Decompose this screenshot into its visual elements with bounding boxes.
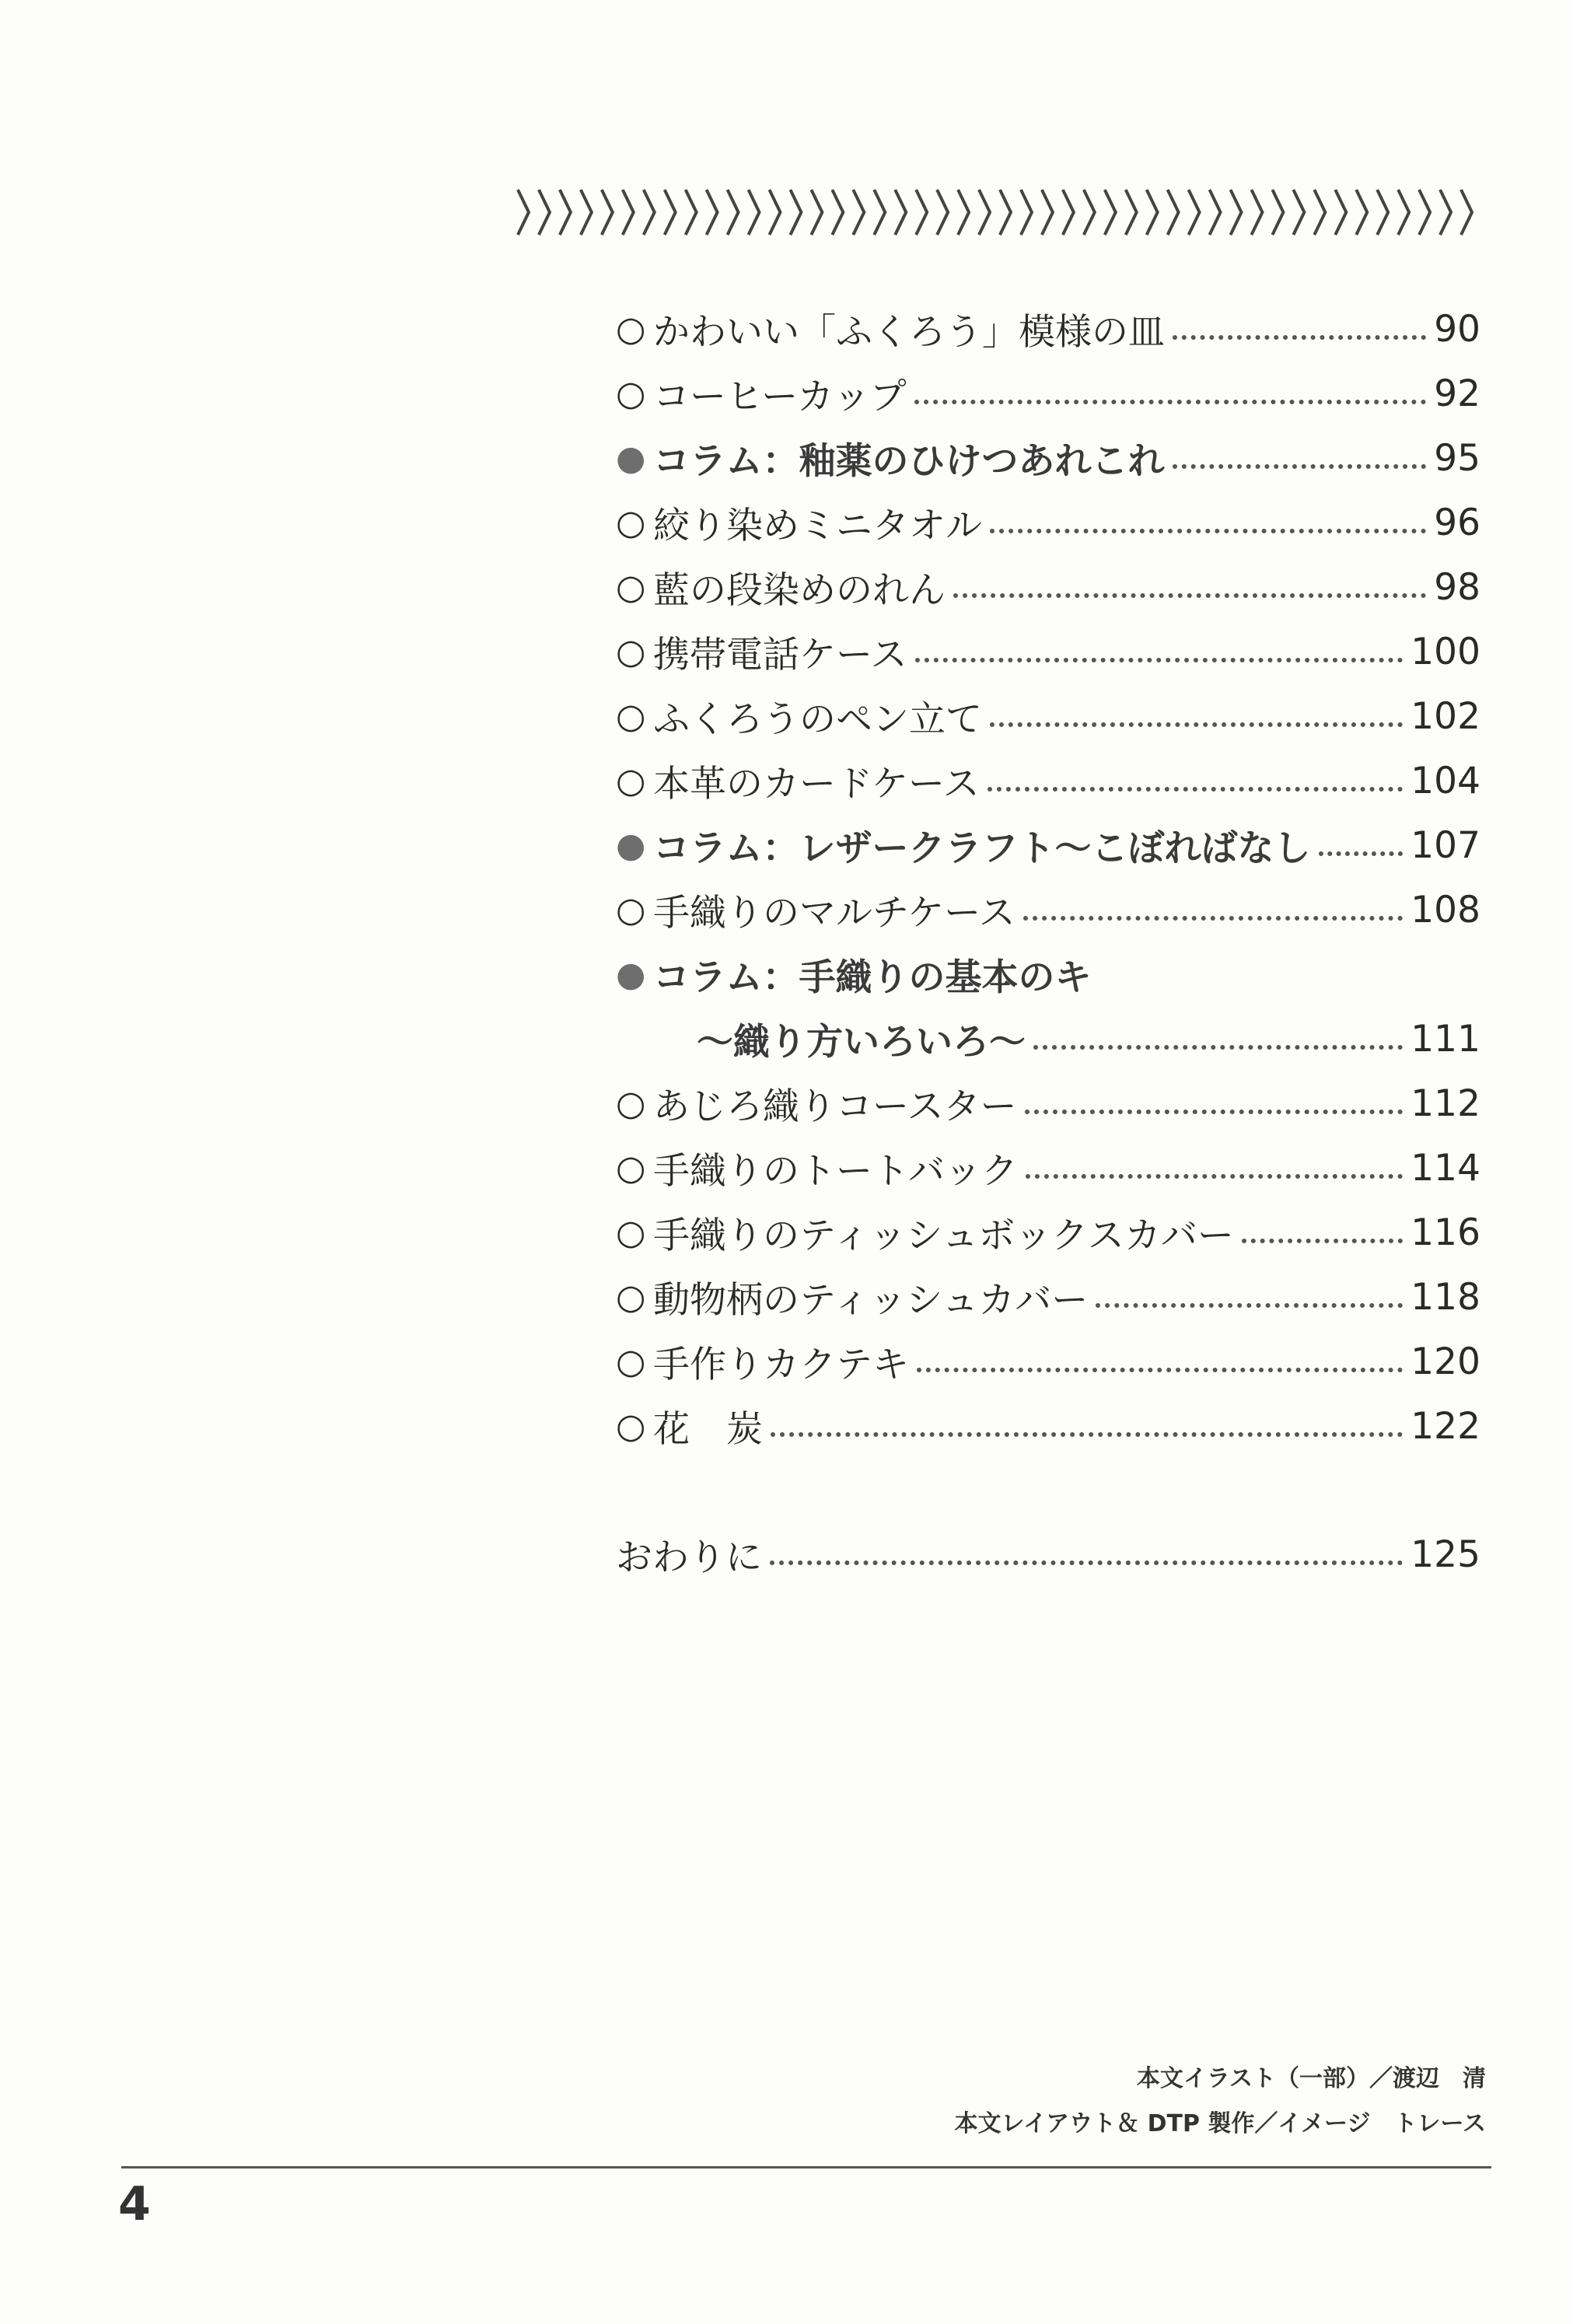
- chevron-icon: [518, 190, 529, 235]
- chevron-icon: [1272, 190, 1283, 235]
- leader-dots: [987, 787, 1403, 792]
- chevron-icon: [665, 190, 676, 235]
- toc-entry[interactable]: [616, 297, 1480, 362]
- filled-circle-icon: ●: [616, 826, 646, 865]
- circle-icon: ○: [616, 568, 646, 607]
- table-of-contents: [616, 297, 1480, 1587]
- chevron-icon: [1231, 190, 1242, 235]
- toc-entry-title: コラム：釉薬のひけつあれこれ: [653, 440, 1165, 483]
- leader-dots: [1242, 1239, 1403, 1243]
- toc-entry-page: 116: [1410, 1211, 1480, 1254]
- toc-entry[interactable]: [616, 1071, 1480, 1136]
- toc-entry[interactable]: [616, 1394, 1480, 1459]
- chevron-icon: [560, 190, 571, 235]
- leader-dots: [1033, 1045, 1403, 1050]
- leader-dots: [770, 1560, 1403, 1565]
- toc-entry[interactable]: [616, 491, 1480, 555]
- toc-entry-closing[interactable]: [616, 1522, 1480, 1587]
- circle-icon: ○: [616, 1277, 646, 1317]
- toc-entry[interactable]: [616, 362, 1480, 426]
- filled-circle-icon: ●: [616, 955, 646, 994]
- circle-icon: ○: [616, 1342, 646, 1382]
- leader-dots: [915, 658, 1403, 662]
- toc-entry-page: 108: [1410, 889, 1480, 931]
- chevron-icon: [1335, 190, 1346, 235]
- circle-icon: ○: [616, 374, 646, 414]
- toc-entry[interactable]: [616, 1136, 1480, 1200]
- chevron-icon: [1168, 190, 1179, 235]
- chevron-icon: [1105, 190, 1116, 235]
- toc-entry[interactable]: [616, 942, 1480, 1007]
- toc-entry[interactable]: [616, 1200, 1480, 1265]
- chevron-icon: [1251, 190, 1262, 235]
- circle-icon: ○: [616, 1084, 646, 1124]
- chevron-icon: [1210, 190, 1221, 235]
- chevron-icon: [1189, 190, 1200, 235]
- toc-entry[interactable]: [616, 620, 1480, 684]
- toc-entry-title: かわいい「ふくろう」模様の皿: [653, 311, 1165, 354]
- toc-entry-page: 111: [1410, 1018, 1480, 1061]
- toc-entry-page: 112: [1410, 1082, 1480, 1125]
- chevron-icon: [874, 190, 885, 235]
- chevron-icon: [1356, 190, 1367, 235]
- filled-circle-icon: ●: [616, 439, 646, 478]
- toc-entry-page: 122: [1410, 1405, 1480, 1448]
- leader-dots: [953, 593, 1426, 598]
- toc-entry-page: 118: [1410, 1276, 1480, 1319]
- chevron-icon: [1000, 190, 1011, 235]
- chevron-icon: [1377, 190, 1388, 235]
- circle-icon: ○: [616, 1148, 646, 1188]
- leader-dots: [917, 1368, 1403, 1372]
- chevron-icon: [811, 190, 822, 235]
- toc-entry-title: あじろ織りコースター: [653, 1085, 1017, 1128]
- toc-entry[interactable]: [616, 555, 1480, 620]
- toc-entry-title: 動物柄のティッシュカバー: [653, 1279, 1089, 1322]
- leader-dots: [1026, 1174, 1403, 1179]
- toc-entry[interactable]: [616, 1007, 1480, 1071]
- chevron-icon: [1063, 190, 1074, 235]
- toc-entry-title: コラム：手織りの基本のキ: [653, 956, 1092, 999]
- toc-entry-title: 手織りのトートバック: [653, 1150, 1019, 1193]
- circle-icon: ○: [616, 503, 646, 543]
- credit-illustration: 本文イラスト（一部）／渡辺 清: [1136, 2065, 1486, 2092]
- chevron-icon: [1461, 190, 1472, 235]
- chevron-icon: [1147, 190, 1158, 235]
- toc-entry[interactable]: [616, 426, 1480, 491]
- circle-icon: ○: [616, 761, 646, 801]
- chevron-icon: [728, 190, 739, 235]
- footer-rule: [121, 2166, 1491, 2168]
- toc-entry-title: 手織りのティッシュボックスカバー: [653, 1214, 1234, 1257]
- chevron-icon: [832, 190, 843, 235]
- toc-entry-title: 手織りのマルチケース: [653, 892, 1015, 935]
- chevron-icon: [1293, 190, 1304, 235]
- toc-entry-page: 107: [1410, 824, 1480, 867]
- leader-dots: [990, 722, 1403, 727]
- chevron-icon: [602, 190, 613, 235]
- chevron-icon: [958, 190, 969, 235]
- chevron-icon: [769, 190, 780, 235]
- toc-entry-title: 本革のカードケース: [653, 763, 980, 806]
- chevron-icon: [937, 190, 948, 235]
- chevron-icon: [1419, 190, 1430, 235]
- chevron-icon: [539, 190, 550, 235]
- toc-entry-page: 98: [1434, 566, 1480, 609]
- circle-icon: ○: [616, 697, 646, 736]
- leader-dots: [1023, 916, 1403, 921]
- credits: [955, 2057, 1486, 2147]
- chevron-icon: [707, 190, 718, 235]
- circle-icon: ○: [616, 309, 646, 349]
- toc-entry-title: 絞り染めミニタオル: [653, 505, 982, 547]
- chevron-icon: [979, 190, 990, 235]
- leader-dots: [1096, 1303, 1403, 1308]
- chevron-border-decoration: [515, 185, 1479, 239]
- toc-entry-page: 90: [1434, 308, 1480, 351]
- chevron-icon: [1126, 190, 1137, 235]
- circle-icon: ○: [616, 632, 646, 672]
- leader-dots: [1173, 335, 1426, 340]
- leader-dots: [771, 1432, 1403, 1437]
- toc-entry-title: コーヒーカップ: [653, 376, 907, 418]
- toc-entry-page: 125: [1410, 1533, 1480, 1576]
- toc-entry-title: 藍の段染めのれん: [653, 569, 946, 612]
- chevron-icon: [644, 190, 655, 235]
- toc-entry-page: 92: [1434, 372, 1480, 415]
- chevron-icon: [1398, 190, 1409, 235]
- circle-icon: ○: [616, 890, 646, 930]
- toc-entry-page: 100: [1410, 631, 1480, 673]
- chevron-icon: [686, 190, 697, 235]
- chevron-icon: [790, 190, 801, 235]
- toc-entry-title: 携帯電話ケース: [653, 634, 907, 676]
- toc-entry[interactable]: [616, 878, 1480, 942]
- toc-entry-title: 手作りカクテキ: [653, 1344, 909, 1386]
- chevron-icon: [853, 190, 864, 235]
- toc-entry-title: ふくろうのペン立て: [653, 698, 982, 741]
- toc-entry-page: 95: [1434, 437, 1480, 480]
- chevron-icon: [623, 190, 634, 235]
- toc-entry[interactable]: [616, 1265, 1480, 1330]
- chevron-icon: [1440, 190, 1451, 235]
- toc-entry-title: 〜織り方いろいろ〜: [697, 1021, 1026, 1064]
- toc-entry-page: 102: [1410, 695, 1480, 738]
- chevron-icon: [581, 190, 592, 235]
- chevron-icon: [895, 190, 906, 235]
- toc-entry-page: 96: [1434, 501, 1480, 544]
- toc-entry[interactable]: [616, 1330, 1480, 1394]
- toc-entry[interactable]: [616, 684, 1480, 749]
- toc-entry-title: コラム：レザークラフト〜こぼればなし: [653, 827, 1311, 870]
- chevron-icon: [1021, 190, 1032, 235]
- leader-dots: [990, 529, 1426, 533]
- circle-icon: ○: [616, 1407, 646, 1446]
- toc-entry[interactable]: [616, 749, 1480, 813]
- toc-entry-title: 花 炭: [653, 1408, 763, 1451]
- chevron-icon: [916, 190, 927, 235]
- leader-dots: [1319, 851, 1403, 856]
- toc-entry-page: 120: [1410, 1340, 1480, 1383]
- toc-entry[interactable]: [616, 813, 1480, 878]
- toc-entry-page: 104: [1410, 760, 1480, 802]
- chevron-icon: [1042, 190, 1053, 235]
- chevron-icon: [1084, 190, 1095, 235]
- toc-entry-page: 114: [1410, 1147, 1480, 1190]
- chevron-icon: [1314, 190, 1325, 235]
- circle-icon: ○: [616, 1213, 646, 1253]
- credit-layout: 本文レイアウト＆ DTP 製作／イメージ トレース: [954, 2110, 1486, 2137]
- chevron-icon: [749, 190, 760, 235]
- toc-entry-title: おわりに: [616, 1536, 762, 1579]
- page-number: 4: [118, 2177, 151, 2231]
- leader-dots: [1173, 464, 1427, 469]
- leader-dots: [914, 400, 1426, 404]
- leader-dots: [1025, 1110, 1403, 1114]
